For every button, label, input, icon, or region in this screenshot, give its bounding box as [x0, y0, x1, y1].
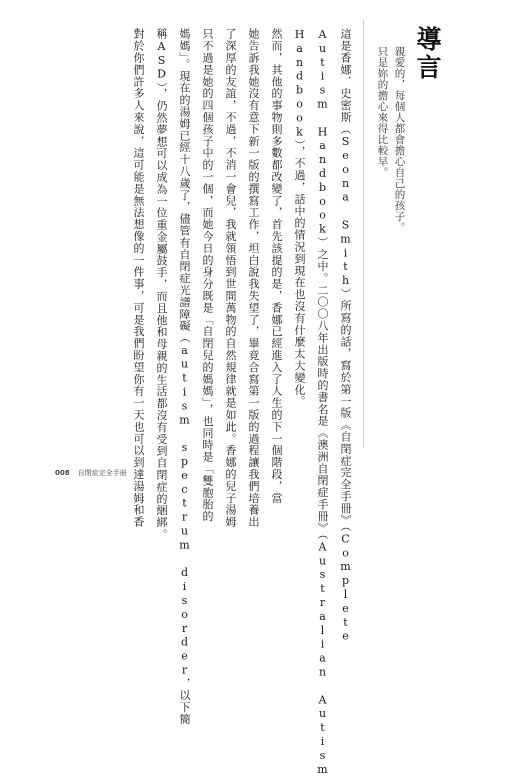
epigraph-line-2: 只是妳的擔心來得比較早。	[376, 46, 389, 178]
page-title: 導言	[413, 26, 442, 82]
page-footer	[55, 468, 127, 478]
body-column-5: 她告訴我她沒有意下新一版的撰寫工作，坦白說我失望了，畢竟合寫第一版的過程讓我們培養出	[247, 28, 260, 528]
epigraph-line-1: 親愛的，每個人都會擔心自己的孩子。	[393, 46, 406, 233]
running-title: 自閉症完全手冊	[77, 469, 127, 477]
body-column-1: 這是香娜．史密斯（Seona Smith）所寫的話，寫於第一版《自閉症完全手冊》（Complete	[339, 28, 352, 644]
body-column-4: 然而，其他的事物則多數都改變了，首先該提的是，香娜已經進入了人生的下一個階段，當	[270, 28, 283, 504]
body-column-6: 了深厚的友誼，不過，不消一會兒，我就領悟到世間萬物的自然規律就是如此。香娜的兒子湯姆	[224, 28, 237, 528]
body-column-3: Handbook），不過，話中的情況到現在也沒有什麼太大變化。	[293, 28, 306, 408]
body-column-2: Autism Handbook）之中。二〇〇八年出版時的書名是《澳洲自閉症手冊》（Australian Autism	[316, 28, 329, 777]
column-divider	[363, 20, 364, 448]
page-number: 008	[55, 469, 70, 477]
body-column-9: 稱ASD），仍然夢想可以成為一位重金屬鼓手，而且他和母親的生活都沒有受到自閉症的綑綁。	[155, 28, 168, 541]
body-column-7: 只不過是她的四個孩子中的一個，而她今日的身分既是「自閉兒的媽媽」，也同時是「雙胞胎的	[201, 28, 214, 523]
body-column-8: 媽媽」。現在的湯姆已經十八歲了，儘管有自閉症光譜障礙（autism spectrum disorder，以下簡	[178, 28, 191, 725]
body-column-10: 對於你們許多人來說，這可能是無法想像的一件事，可是我們盼望你有一天也可以到達湯姆和香	[132, 28, 145, 528]
